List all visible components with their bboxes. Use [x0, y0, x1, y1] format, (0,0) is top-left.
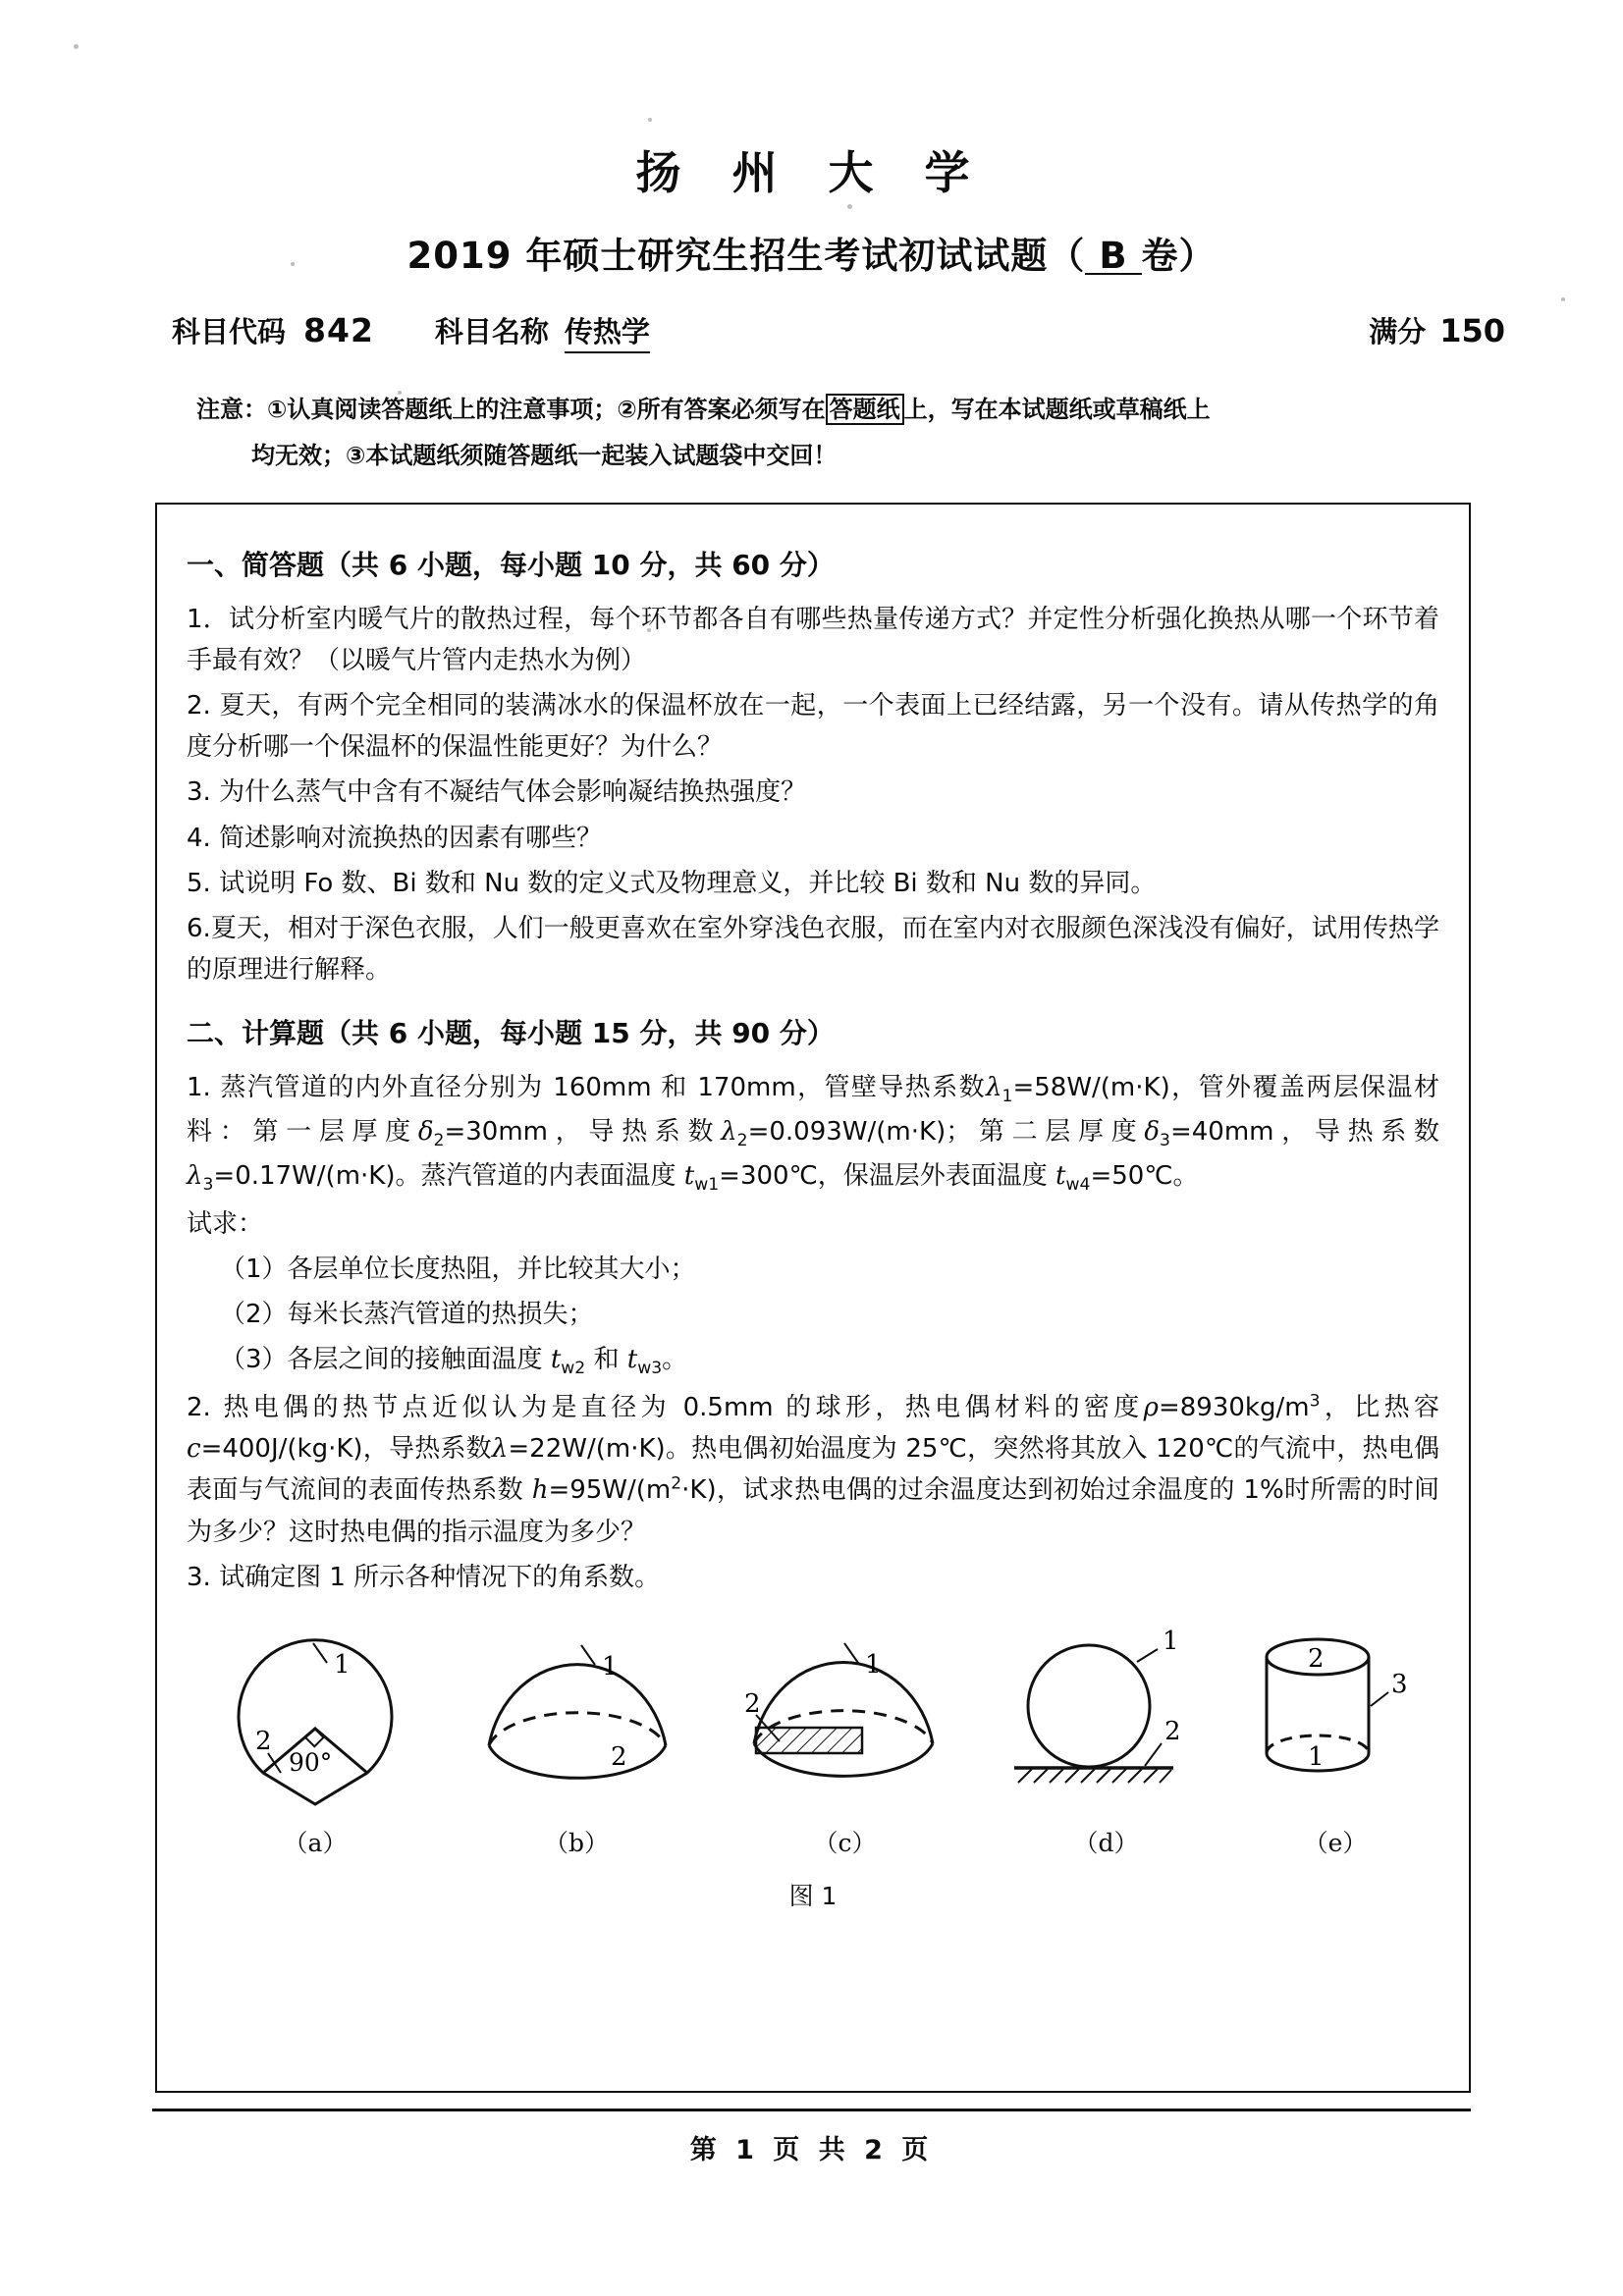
section1-heading: 一、简答题（共 6 小题，每小题 10 分，共 60 分） [187, 549, 835, 581]
t: λ [721, 1116, 737, 1147]
t: λ [187, 1160, 203, 1191]
figure-b-label-2: 2 [610, 1741, 627, 1772]
t: h [531, 1475, 549, 1506]
s2-q1-sub3 [187, 1339, 1439, 1383]
section2-heading: 二、计算题（共 6 小题，每小题 15 分，共 90 分） [187, 1016, 835, 1049]
question-frame [155, 503, 1471, 2093]
s1-question-2: 2. 夏天，有两个完全相同的装满冰水的保温杯放在一起，一个表面上已经结露，另一个没有。请从传热学的角度分析哪一个保温杯的保温性能更好？为什么？ [187, 691, 1439, 763]
t: 2 [671, 1473, 682, 1494]
t: 3 [1160, 1131, 1170, 1151]
t: t [626, 1345, 638, 1375]
t: δ [417, 1116, 434, 1147]
subject-name-label: 科目名称 [434, 315, 549, 348]
t: =22W/(m·K)。热电偶初始温度为 25℃，突然将其放入 120℃ [508, 1434, 1234, 1465]
scan-speck [1561, 297, 1565, 301]
t: 2. 热电偶的热节点近似认为是直径为 0.5mm 的球形，热电偶材料的密度 [187, 1393, 1144, 1423]
figure-b-caption: （b） [543, 1828, 609, 1857]
t: w1 [694, 1175, 720, 1196]
s2-question-3: 3. 试确定图 1 所示各种情况下的角系数。 [187, 1562, 661, 1592]
t: 3 [202, 1175, 214, 1196]
t: 2 [433, 1131, 445, 1151]
figure-c-caption: （c） [813, 1828, 877, 1857]
exam-title-suffix: 卷） [1141, 235, 1217, 277]
scan-speck [648, 118, 652, 122]
t: t [683, 1160, 695, 1191]
figure-a-caption: （a） [283, 1828, 348, 1857]
s2-question-1 [187, 1067, 1439, 1200]
figure-e-label-3: 3 [1391, 1669, 1408, 1699]
subject-line [0, 279, 1623, 353]
t: 到初始过余温度的 1%时所需的时间为多少？这时热电偶的指示温度为多少？ [187, 1475, 1439, 1547]
t: 导热系数 [1314, 1116, 1439, 1147]
t: 2 [736, 1131, 748, 1151]
figure-d [1008, 1616, 1205, 1859]
t: 1 [1001, 1087, 1013, 1107]
figure-e-label-1: 1 [1308, 1741, 1325, 1772]
notice-boxed-answersheet: 答题纸 [826, 394, 904, 425]
scan-speck [847, 204, 852, 209]
t: =0.093W/(m·K)；第二层厚度 [747, 1116, 1145, 1147]
figure-a-label-angle: 90° [289, 1747, 333, 1777]
t: 和 [585, 1345, 627, 1375]
t: w4 [1065, 1175, 1091, 1196]
figure-b [471, 1616, 682, 1859]
figure-c-drawing [734, 1616, 955, 1812]
subject-code-value: 842 [303, 311, 374, 349]
t: w3 [637, 1359, 663, 1379]
page-number: 第 1 页 共 2 页 [689, 2135, 934, 2165]
s1-question-5: 5. 试说明 Fo 数、Bi 数和 Nu 数的定义式及物理意义，并比较 Bi 数和 Nu 数的异同。 [187, 868, 1157, 898]
s2-question-2 [187, 1387, 1439, 1552]
figure-e [1257, 1616, 1414, 1859]
t: λ [491, 1434, 509, 1465]
s1-question-3: 3. 为什么蒸气中含有不凝结气体会影响凝结换热强度？ [187, 777, 807, 808]
t: =8930kg/m [1158, 1393, 1310, 1423]
full-marks [1369, 310, 1505, 350]
t: 3 [1309, 1391, 1321, 1412]
t: 热容 [1383, 1393, 1439, 1423]
t: 。 [662, 1345, 688, 1375]
t: =50℃。 [1090, 1160, 1199, 1191]
figure-c-label-2: 2 [744, 1688, 761, 1719]
figure-d-label-2: 2 [1163, 1716, 1181, 1746]
s1-question-1: 1．试分析室内暖气片的散热过程，每个环节都各自有哪些热量传递方式？并定性分析强化换热从哪一个环节着手最有效？（以暖气片管内走热水为例） [187, 605, 1439, 676]
t: 的气流中，热电偶表面与气流间的表面传热系数 [187, 1434, 1439, 1506]
figure-c-label-1: 1 [865, 1649, 882, 1680]
t: =40mm， [1169, 1116, 1315, 1147]
notice-block [0, 353, 1623, 479]
figure-e-label-2: 2 [1308, 1643, 1325, 1674]
figure-c [734, 1616, 955, 1859]
t: =0.17W/(m·K)。蒸汽管道的内表面温度 [213, 1160, 684, 1191]
figure-e-drawing [1257, 1616, 1414, 1812]
figure-d-drawing [1008, 1616, 1205, 1812]
s1-question-4: 4. 简述影响对流换热的因素有哪些？ [187, 823, 603, 853]
figure-b-label-1: 1 [601, 1651, 619, 1682]
t: =300℃，保温层外表面温度 [719, 1160, 1056, 1191]
scan-speck [291, 262, 295, 266]
t: =58W/(m·K)，管外覆盖 [1012, 1072, 1307, 1102]
figure-a-drawing [212, 1616, 418, 1812]
subject-name-value: 传热学 [565, 310, 650, 353]
t: =95W/(m [548, 1475, 672, 1506]
figure-row [187, 1602, 1439, 1859]
notice-line2: 均无效；③本试题纸须随答题纸一起装入试题袋中交回！ [251, 441, 838, 469]
scan-speck [398, 391, 402, 395]
figure-b-drawing [471, 1616, 682, 1812]
scan-speck [74, 44, 79, 49]
t: λ [986, 1072, 1002, 1102]
page-footer [0, 2128, 1623, 2166]
s2-q1-sub1: （1）各层单位长度热阻，并比较其大小； [220, 1255, 696, 1284]
university-title: 扬 州 大 学 [635, 146, 988, 199]
s1-question-6: 6.夏天，相对于深色衣服，人们一般更喜欢在室外穿浅色衣服，而在室内对衣服颜色深浅没有偏好，试用传热学的原理进行解释。 [187, 913, 1439, 985]
t: t [1055, 1160, 1066, 1191]
t: 1. 蒸汽管道的内外直径分别为 160mm 和 170mm，管壁导热系数 [187, 1072, 987, 1102]
notice-line1b: 上，写在本试题纸或草稿纸上 [903, 396, 1211, 423]
figure-number: 图 1 [788, 1881, 838, 1910]
exam-title-prefix: 2019 年硕士研究生招生考试初试试题（ [406, 235, 1086, 277]
figure-d-caption: （d） [1073, 1828, 1139, 1857]
figure-e-caption: （e） [1303, 1828, 1368, 1857]
t: δ [1144, 1116, 1161, 1147]
t: c [187, 1434, 201, 1465]
t: 两层保温材料：第一层厚度 [187, 1072, 1439, 1147]
figure-a-label-1: 1 [334, 1649, 351, 1680]
t: =30mm，导热系数 [444, 1116, 722, 1147]
t: ·K)，试求热电偶的过余温度达 [681, 1475, 1028, 1506]
subject-code-label: 科目代码 [172, 315, 287, 348]
full-marks-value: 150 [1439, 312, 1505, 349]
t: （3）各层之间的接触面温度 [220, 1345, 551, 1375]
t: w2 [561, 1359, 586, 1379]
figure-d-label-1: 1 [1162, 1626, 1179, 1656]
figure-a-label-2: 2 [255, 1726, 272, 1756]
s2-q1-sub2: （2）每米长蒸汽管道的热损失； [220, 1300, 594, 1330]
notice-line1a: ①认真阅读答题纸上的注意事项；②所有答案必须写在 [267, 396, 826, 423]
t: t [550, 1345, 562, 1375]
s2-q1-ask: 试求： [187, 1208, 264, 1239]
full-marks-label: 满分 [1369, 315, 1427, 348]
footer-rule [152, 2109, 1471, 2111]
notice-label: 注意： [196, 396, 267, 423]
t: ，比 [1320, 1393, 1384, 1423]
t: ρ [1143, 1393, 1159, 1423]
paper-code: B [1085, 239, 1141, 275]
t: =400J/(kg·K)，导热系数 [200, 1434, 492, 1465]
exam-title [0, 202, 1623, 279]
figure-a [212, 1616, 418, 1859]
